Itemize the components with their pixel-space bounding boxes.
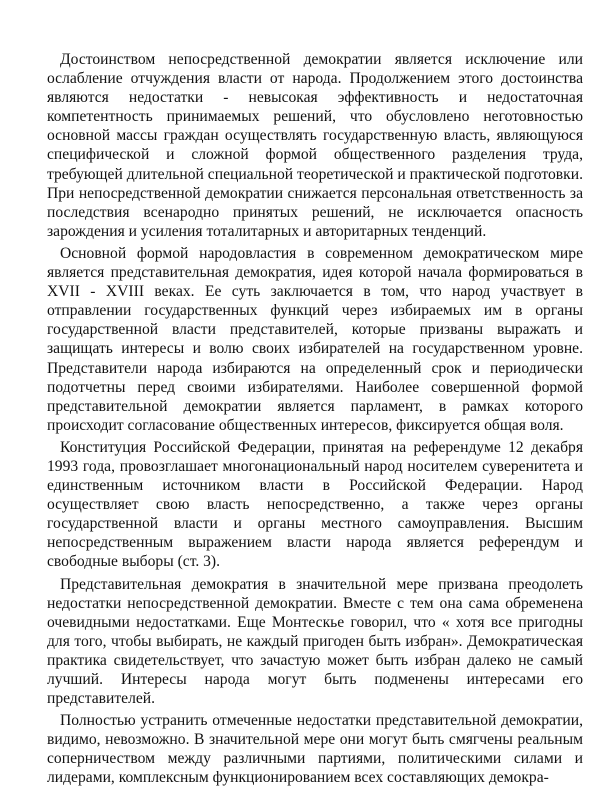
paragraph-representative-drawbacks: Представительная демократия в значительной мере призвана преодолеть недостатки непосредственной демократии. Вместе с тем она сама обременена очевидными недостатками. Еще Монтескье говорил, что « хотя все пригодны для того, чтобы выбирать, не каждый пригоден быть избран». Демократическая практика свидетельствует, что зачастую может быть избран далеко не самый лучший. Интересы народа могут быть подменены интересами его представителей. (47, 575, 583, 708)
text-body (47, 50, 583, 791)
paragraph-constitution: Конституция Российской Федерации, принятая на референдуме 12 декабря 1993 года, провозглашает многонациональный народ носителем суверенитета и единственным источником власти в Российской Федерации. Народ осуществляет свою власть непосредственно, а также через органы государственной власти и органы местного самоуправления. Высшим непосредственным выражением власти народа является референдум и свободные выборы (ст. 3). (47, 438, 583, 571)
paragraph-representative-democracy: Основной формой народовластия в современном демократическом мире является представительная демократия, идея которой начала формироваться в XVII - XVIII веках. Ее суть заключается в том, что народ участвует в отправлении государственных функций через избираемых им в органы государственной власти представителей, которые призваны выражать и защищать интересы и волю своих избирателей на государственном уровне. Представители народа избираются на определенный срок и периодически подотчетны перед своими избирателями. Наиболее совершенной формой представительной демократии является парламент, в рамках которого происходит согласование общественных интересов, фиксируется общая воля. (47, 244, 583, 434)
paragraph-direct-democracy: Достоинством непосредственной демократии является исключение или ослабление отчуждения власти от народа. Продолжением этого достоинства являются недостатки - невысокая эффективность и недостаточная компетентность принимаемых решений, что обусловлено неготовностью основной массы граждан осуществлять государственную власть, являющуюся специфической и сложной формой общественного разделения труда, требующей длительной специальной теоретической и практической подготовки. При непосредственной демократии снижается персональная ответственность за последствия всенародно принятых решений, не исключается опасность зарождения и усиления тоталитарных и авторитарных тенденций. (47, 51, 583, 240)
paragraph-mitigation: Полностью устранить отмеченные недостатки представительной демократии, видимо, невозможно. В значительной мере они могут быть смягчены реальным соперничеством между различными партиями, политическими силами и лидерами, комплексным функционированием всех составляющих демокра- (47, 712, 583, 787)
